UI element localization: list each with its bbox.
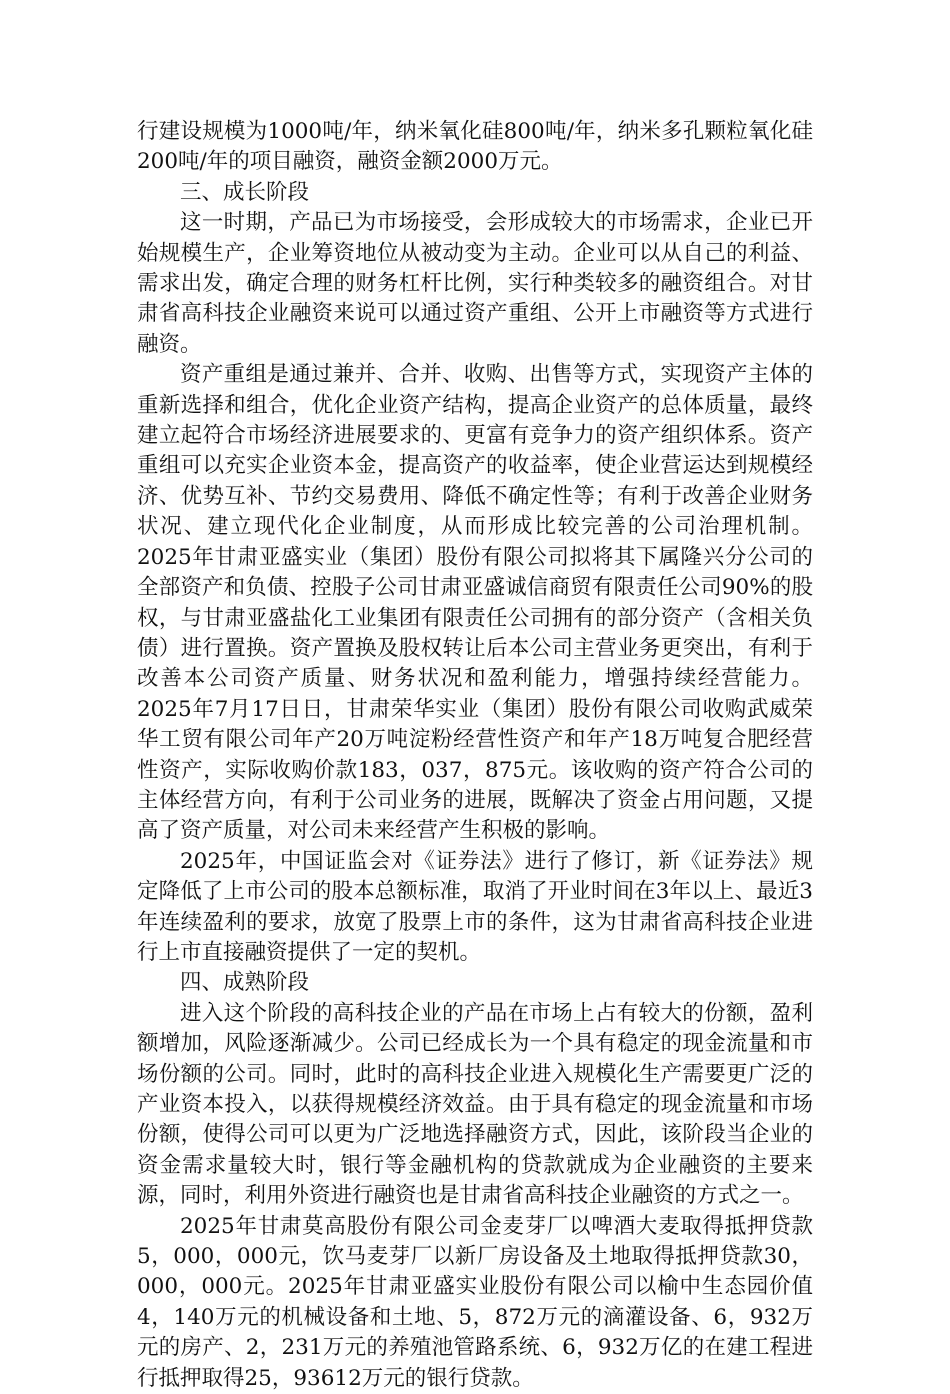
paragraph-mature-stage-intro: 进入这个阶段的高科技企业的产品在市场上占有较大的份额，盈利额增加，风险逐渐减少。公司已经成长为一个具有稳定的现金流量和市场份额的公司。同时，此时的高科技企业进入规模化生产需要更广泛的产业资本投入，以获得规模经济效益。由于具有稳定的现金流量和市场份额，使得公司可以更为广泛地选择融资方式，因此，该阶段当企业的资金需求量较大时，银行等金融机构的贷款就成为企业融资的主要来源，同时，利用外资进行融资也是甘肃省高科技企业融资的方式之一。	[137, 1000, 813, 1209]
paragraph-asset-restructuring: 资产重组是通过兼并、合并、收购、出售等方式，实现资产主体的重新选择和组合，优化企业资产结构，提高企业资产的总体质量，最终建立起符合市场经济进展要求的、更富有竞争力的资产组织体系。资产重组可以充实企业资本金，提高资产的收益率，使企业营运达到规模经济、优势互补、节约交易费用、降低不确定性等；有利于改善企业财务状况、建立现代化企业制度，从而形成比较完善的公司治理机制。2025年甘肃亚盛实业（集团）股份有限公司拟将其下属隆兴分公司的全部资产和负债、控股子公司甘肃亚盛诚信商贸有限责任公司90%的股权，与甘肃亚盛盐化工业集团有限责任公司拥有的部分资产（含相关负债）进行置换。资产置换及股权转让后本公司主营业务更突出，有利于改善本公司资产质量、财务状况和盈利能力，增强持续经营能力。2025年7月17日日，甘肃荣华实业（集团）股份有限公司收购武威荣华工贸有限公司年产20万吨淀粉经营性资产和年产18万吨复合肥经营性资产，实际收购价款183，037，875元。该收购的资产符合公司的主体经营方向，有利于公司业务的进展，既解决了资金占用问题，又提高了资产质量，对公司未来经营产生积极的影响。	[137, 362, 813, 844]
paragraph-project-financing: 行建设规模为1000吨/年，纳米氧化硅800吨/年，纳米多孔颗粒氧化硅200吨/年的项目融资，融资金额2000万元。	[137, 119, 813, 175]
section-heading-mature-stage: 四、成熟阶段	[180, 970, 310, 996]
paragraph-growth-stage-intro: 这一时期，产品已为市场接受，会形成较大的市场需求，企业已开始规模生产，企业筹资地位从被动变为主动。企业可以从自己的利益、需求出发，确定合理的财务杠杆比例，实行种类较多的融资组合。对甘肃省高科技企业融资来说可以通过资产重组、公开上市融资等方式进行融资。	[137, 210, 813, 357]
paragraph-mortgage-loans: 2025年甘肃莫高股份有限公司金麦芽厂以啤酒大麦取得抵押贷款5，000，000元，饮马麦芽厂以新厂房设备及土地取得抵押贷款30，000，000元。2025年甘肃亚盛实业股份有限公司以榆中生态园价值4，140万元的机械设备和土地、5，872万元的滴灌设备、6，932万元的房产、2，231万元的养殖池管路系统、6，932万亿的在建工程进行抵押取得25，93612万元的银行贷款。	[137, 1213, 813, 1391]
section-heading-growth-stage: 三、成长阶段	[180, 179, 310, 205]
document-page	[137, 117, 813, 1394]
paragraph-securities-law: 2025年，中国证监会对《证券法》进行了修订，新《证券法》规定降低了上市公司的股本总额标准，取消了开业时间在3年以上、最近3年连续盈利的要求，放宽了股票上市的条件，这为甘肃省高科技企业进行上市直接融资提供了一定的契机。	[137, 848, 813, 965]
